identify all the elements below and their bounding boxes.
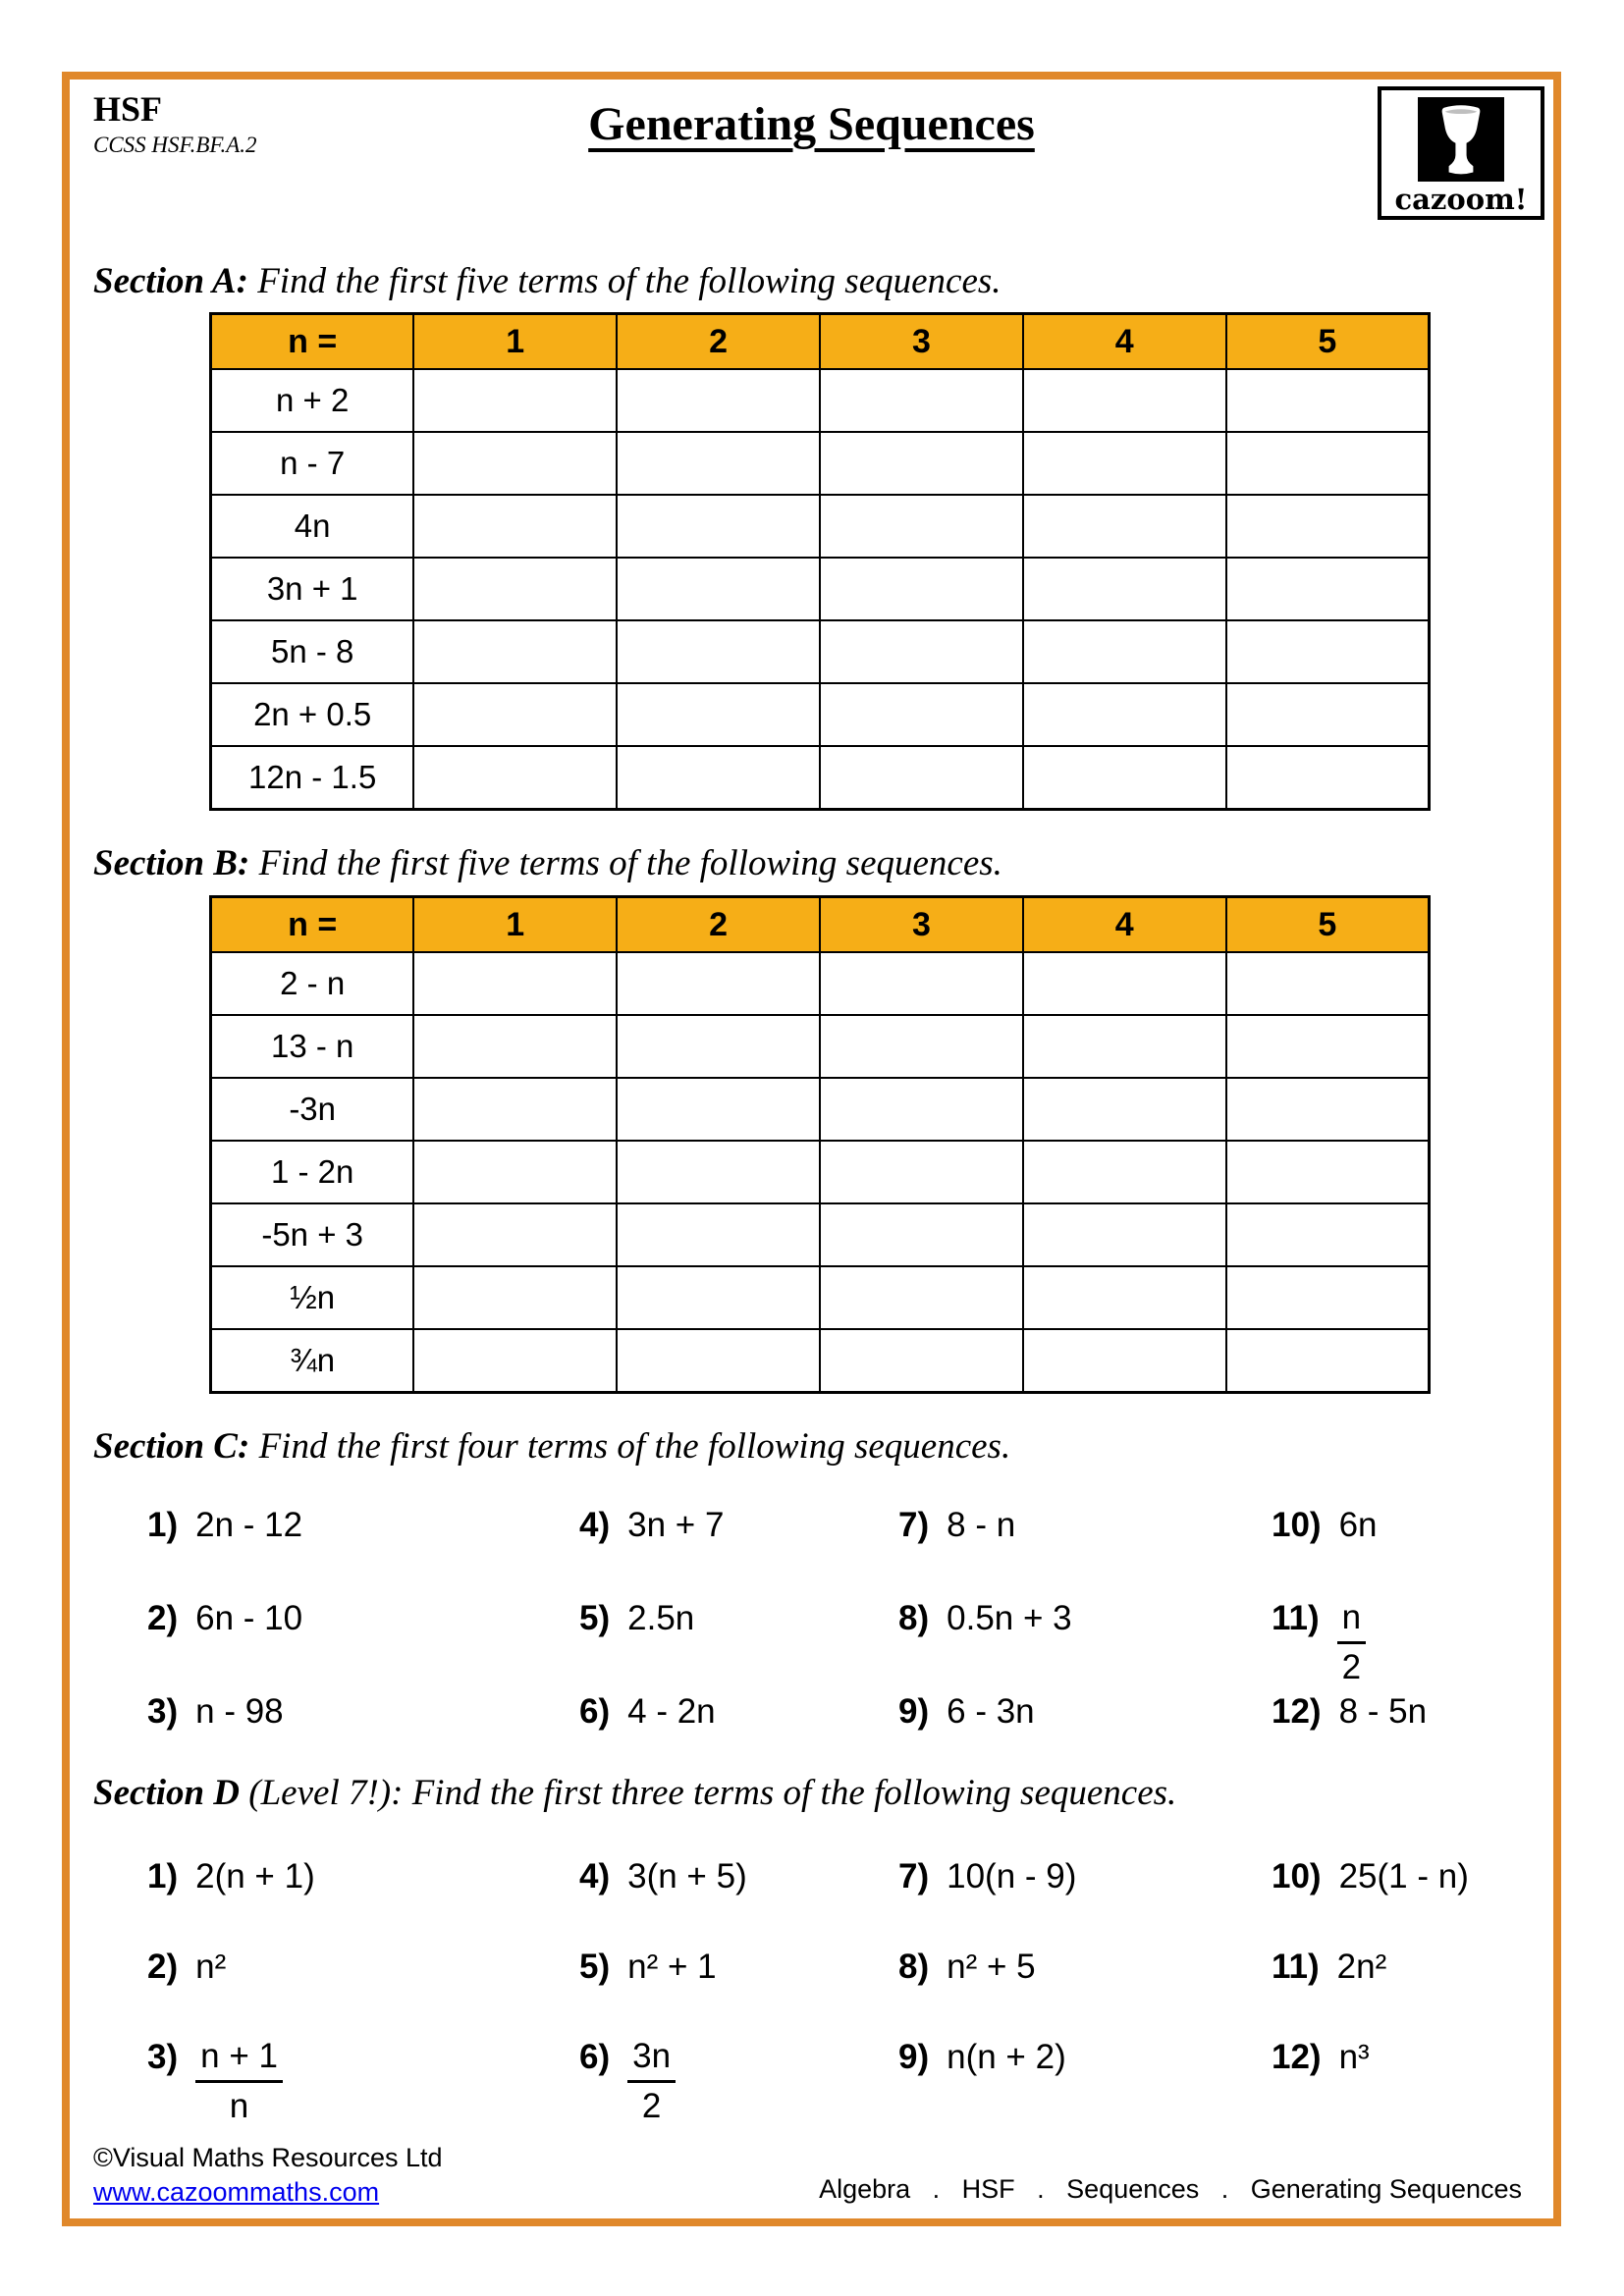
answer-cell	[413, 495, 617, 558]
fraction-denominator: n	[229, 2087, 249, 2126]
answer-cell	[820, 369, 1023, 432]
problem-expression: n²	[195, 1948, 227, 1986]
answer-cell	[1023, 1015, 1226, 1078]
answer-cell	[1023, 1203, 1226, 1266]
problem-item	[579, 1856, 898, 1947]
answer-cell	[617, 683, 820, 746]
problem-number: 9)	[898, 1692, 930, 1731]
section-a-instruction: Find the first five terms of the following sequences.	[257, 261, 1001, 301]
problem-number: 9)	[898, 2038, 930, 2076]
answer-cell	[413, 746, 617, 810]
answer-cell	[1226, 1015, 1430, 1078]
answer-cell	[1023, 952, 1226, 1015]
answer-cell	[617, 432, 820, 495]
table-header-cell: 3	[820, 897, 1023, 953]
fraction-numerator: 3n	[627, 2037, 676, 2083]
problem-number: 2)	[147, 1599, 179, 1637]
answer-cell	[413, 1203, 617, 1266]
problem-item	[147, 1505, 579, 1598]
section-a-label: Section A:	[93, 261, 248, 301]
sequence-row	[211, 1266, 1430, 1329]
section-c-problems	[147, 1505, 1524, 1785]
problem-item	[1272, 1505, 1524, 1598]
fraction-expression	[195, 2037, 283, 2127]
answer-cell	[820, 1015, 1023, 1078]
problem-number: 12)	[1272, 2038, 1322, 2076]
problem-expression: 4 - 2n	[627, 1692, 716, 1731]
sequence-row	[211, 369, 1430, 432]
problem-expression: 2n - 12	[195, 1506, 303, 1544]
problem-expression: n - 98	[195, 1692, 284, 1731]
answer-cell	[1226, 495, 1430, 558]
answer-cell	[413, 432, 617, 495]
answer-cell	[1226, 369, 1430, 432]
table-header-cell: 1	[413, 314, 617, 370]
problem-number: 2)	[147, 1948, 179, 1986]
problem-item	[1272, 1691, 1524, 1785]
answer-cell	[617, 1266, 820, 1329]
table-header-cell: 4	[1023, 314, 1226, 370]
answer-cell	[413, 683, 617, 746]
answer-cell	[820, 683, 1023, 746]
sequence-label-cell: 12n - 1.5	[211, 746, 414, 810]
sequence-row	[211, 746, 1430, 810]
answer-cell	[1023, 746, 1226, 810]
problem-expression: n² + 5	[947, 1948, 1036, 1986]
answer-cell	[413, 1141, 617, 1203]
table-header-cell: n =	[211, 314, 414, 370]
sequence-row	[211, 495, 1430, 558]
answer-cell	[1023, 432, 1226, 495]
answer-cell	[617, 1078, 820, 1141]
answer-cell	[1023, 369, 1226, 432]
footer	[93, 2141, 443, 2210]
problem-item	[898, 1598, 1272, 1691]
problem-number: 11)	[1272, 1599, 1320, 1637]
fraction-expression	[1337, 1598, 1366, 1688]
answer-cell	[617, 369, 820, 432]
answer-cell	[617, 1141, 820, 1203]
problem-expression: 3n + 7	[627, 1506, 725, 1544]
drum-icon	[1418, 97, 1504, 182]
answer-cell	[413, 952, 617, 1015]
answer-cell	[820, 746, 1023, 810]
sequence-label-cell: 1 - 2n	[211, 1141, 414, 1203]
table-header-cell: 1	[413, 897, 617, 953]
sequence-label-cell: n + 2	[211, 369, 414, 432]
problem-expression: 10(n - 9)	[947, 1857, 1077, 1896]
sequence-label-cell: 3n + 1	[211, 558, 414, 620]
problem-number: 8)	[898, 1948, 930, 1986]
problem-expression: 8 - 5n	[1338, 1692, 1428, 1731]
answer-cell	[1226, 746, 1430, 810]
problem-expression: n² + 1	[627, 1948, 717, 1986]
answer-cell	[1023, 1141, 1226, 1203]
section-d-label: Section D	[93, 1773, 241, 1813]
sequence-row	[211, 1015, 1430, 1078]
problem-item	[1272, 2037, 1524, 2127]
problem-expression: n³	[1338, 2038, 1370, 2076]
problem-item	[579, 1598, 898, 1691]
problem-item	[1272, 1947, 1524, 2037]
problem-number: 7)	[898, 1506, 930, 1544]
answer-cell	[617, 1203, 820, 1266]
answer-cell	[1023, 1329, 1226, 1393]
sequence-row	[211, 1329, 1430, 1393]
breadcrumb: Algebra . HSF . Sequences . Generating Sequences	[819, 2174, 1522, 2204]
section-d-problems	[147, 1856, 1524, 2127]
problem-number: 8)	[898, 1599, 930, 1637]
answer-cell	[617, 1329, 820, 1393]
sequence-row	[211, 1141, 1430, 1203]
problem-number: 5)	[579, 1599, 611, 1637]
table-header-cell: 2	[617, 314, 820, 370]
answer-cell	[617, 620, 820, 683]
sequence-label-cell: n - 7	[211, 432, 414, 495]
page-title: Generating Sequences	[588, 98, 1035, 150]
problem-expression: 2n²	[1336, 1948, 1387, 1986]
section-d-heading	[93, 1772, 1176, 1814]
problem-item	[579, 1691, 898, 1785]
problem-item	[147, 1598, 579, 1691]
answer-cell	[1226, 952, 1430, 1015]
answer-cell	[820, 952, 1023, 1015]
problem-number: 4)	[579, 1857, 611, 1896]
page-border	[62, 72, 1561, 2226]
problem-item	[898, 1947, 1272, 2037]
answer-cell	[1226, 1078, 1430, 1141]
problem-expression: 0.5n + 3	[947, 1599, 1072, 1637]
sequence-row	[211, 620, 1430, 683]
problem-item	[147, 1856, 579, 1947]
fraction-numerator: n + 1	[195, 2037, 283, 2083]
problem-item	[147, 1947, 579, 2037]
problem-expression: 8 - n	[947, 1506, 1016, 1544]
problem-number: 6)	[579, 1692, 611, 1731]
table-header-cell: 5	[1226, 314, 1430, 370]
fraction-expression	[627, 2037, 676, 2127]
answer-cell	[413, 1329, 617, 1393]
answer-cell	[1023, 1266, 1226, 1329]
answer-cell	[1226, 1141, 1430, 1203]
answer-cell	[1023, 1078, 1226, 1141]
answer-cell	[617, 495, 820, 558]
answer-cell	[820, 1078, 1023, 1141]
answer-cell	[820, 1266, 1023, 1329]
problem-number: 4)	[579, 1506, 611, 1544]
sequence-label-cell: -3n	[211, 1078, 414, 1141]
problem-item	[147, 2037, 579, 2127]
section-a-heading	[93, 260, 1001, 302]
section-b-heading	[93, 842, 1002, 884]
table-header-cell: 4	[1023, 897, 1226, 953]
sequence-label-cell: 13 - n	[211, 1015, 414, 1078]
problem-expression: n(n + 2)	[947, 2038, 1066, 2076]
problem-number: 10)	[1272, 1506, 1322, 1544]
answer-cell	[1023, 620, 1226, 683]
answer-cell	[1226, 1329, 1430, 1393]
section-d-instruction: (Level 7!): Find the first three terms of the following sequences.	[240, 1773, 1177, 1813]
answer-cell	[1226, 432, 1430, 495]
problem-item	[579, 1505, 898, 1598]
answer-cell	[1023, 558, 1226, 620]
answer-cell	[1226, 1266, 1430, 1329]
table-header-row	[211, 314, 1430, 370]
sequence-label-cell: 5n - 8	[211, 620, 414, 683]
table-header-row	[211, 897, 1430, 953]
table-header-cell: 3	[820, 314, 1023, 370]
sequence-row	[211, 558, 1430, 620]
sequence-row	[211, 1203, 1430, 1266]
answer-cell	[820, 1203, 1023, 1266]
answer-cell	[1023, 495, 1226, 558]
problem-expression: 25(1 - n)	[1338, 1857, 1469, 1896]
sequence-label-cell: 2 - n	[211, 952, 414, 1015]
section-c-label: Section C:	[93, 1426, 250, 1467]
sequence-label-cell: 4n	[211, 495, 414, 558]
problem-number: 10)	[1272, 1857, 1322, 1896]
problem-number: 3)	[147, 1692, 179, 1731]
sequence-label-cell: 2n + 0.5	[211, 683, 414, 746]
problem-number: 12)	[1272, 1692, 1322, 1731]
problem-item	[898, 1505, 1272, 1598]
section-a-table	[209, 312, 1431, 811]
answer-cell	[413, 558, 617, 620]
answer-cell	[413, 1015, 617, 1078]
problem-expression: 2.5n	[627, 1599, 695, 1637]
problem-number: 5)	[579, 1948, 611, 1986]
problem-number: 6)	[579, 2038, 611, 2076]
sequence-row	[211, 1078, 1430, 1141]
problem-expression: 6n - 10	[195, 1599, 303, 1637]
answer-cell	[1226, 620, 1430, 683]
section-c-heading	[93, 1425, 1010, 1468]
answer-cell	[820, 495, 1023, 558]
cazoom-logo	[1378, 86, 1544, 220]
problem-item	[1272, 1598, 1524, 1691]
problem-expression: 2(n + 1)	[195, 1857, 315, 1896]
sequence-label-cell: ¾n	[211, 1329, 414, 1393]
section-b-table	[209, 895, 1431, 1394]
answer-cell	[413, 620, 617, 683]
fraction-denominator: 2	[1341, 1648, 1362, 1687]
answer-cell	[820, 1329, 1023, 1393]
problem-item	[898, 2037, 1272, 2127]
problem-item	[579, 1947, 898, 2037]
problem-number: 7)	[898, 1857, 930, 1896]
answer-cell	[617, 1015, 820, 1078]
problem-number: 3)	[147, 2038, 179, 2076]
answer-cell	[820, 620, 1023, 683]
answer-cell	[820, 432, 1023, 495]
answer-cell	[617, 558, 820, 620]
answer-cell	[1226, 558, 1430, 620]
standard-code: CCSS HSF.BF.A.2	[93, 132, 257, 157]
sequence-label-cell: -5n + 3	[211, 1203, 414, 1266]
sequence-row	[211, 683, 1430, 746]
logo-text: cazoom!	[1394, 183, 1528, 216]
problem-item	[579, 2037, 898, 2127]
website-link[interactable]: www.cazoommaths.com	[93, 2177, 380, 2208]
problem-expression: 3(n + 5)	[627, 1857, 747, 1896]
answer-cell	[617, 746, 820, 810]
problem-number: 11)	[1272, 1948, 1320, 1986]
table-header-cell: 5	[1226, 897, 1430, 953]
fraction-numerator: n	[1337, 1598, 1366, 1644]
sequence-row	[211, 952, 1430, 1015]
answer-cell	[1226, 683, 1430, 746]
problem-number: 1)	[147, 1857, 179, 1896]
section-c-instruction: Find the first four terms of the following sequences.	[258, 1426, 1011, 1467]
answer-cell	[413, 369, 617, 432]
table-header-cell: 2	[617, 897, 820, 953]
answer-cell	[617, 952, 820, 1015]
problem-item	[1272, 1856, 1524, 1947]
problem-expression: 6 - 3n	[947, 1692, 1035, 1731]
answer-cell	[820, 1141, 1023, 1203]
fraction-denominator: 2	[641, 2087, 662, 2126]
problem-number: 1)	[147, 1506, 179, 1544]
sequence-label-cell: ½n	[211, 1266, 414, 1329]
section-b-label: Section B:	[93, 843, 250, 883]
answer-cell	[1023, 683, 1226, 746]
problem-item	[898, 1691, 1272, 1785]
answer-cell	[413, 1078, 617, 1141]
answer-cell	[820, 558, 1023, 620]
answer-cell	[413, 1266, 617, 1329]
problem-item	[147, 1691, 579, 1785]
sequence-row	[211, 432, 1430, 495]
answer-cell	[1226, 1203, 1430, 1266]
table-header-cell: n =	[211, 897, 414, 953]
problem-expression: 6n	[1338, 1506, 1378, 1544]
copyright-text: ©Visual Maths Resources Ltd	[93, 2143, 443, 2172]
problem-item	[898, 1856, 1272, 1947]
section-b-instruction: Find the first five terms of the following sequences.	[258, 843, 1002, 883]
level-code: HSF	[93, 89, 163, 129]
